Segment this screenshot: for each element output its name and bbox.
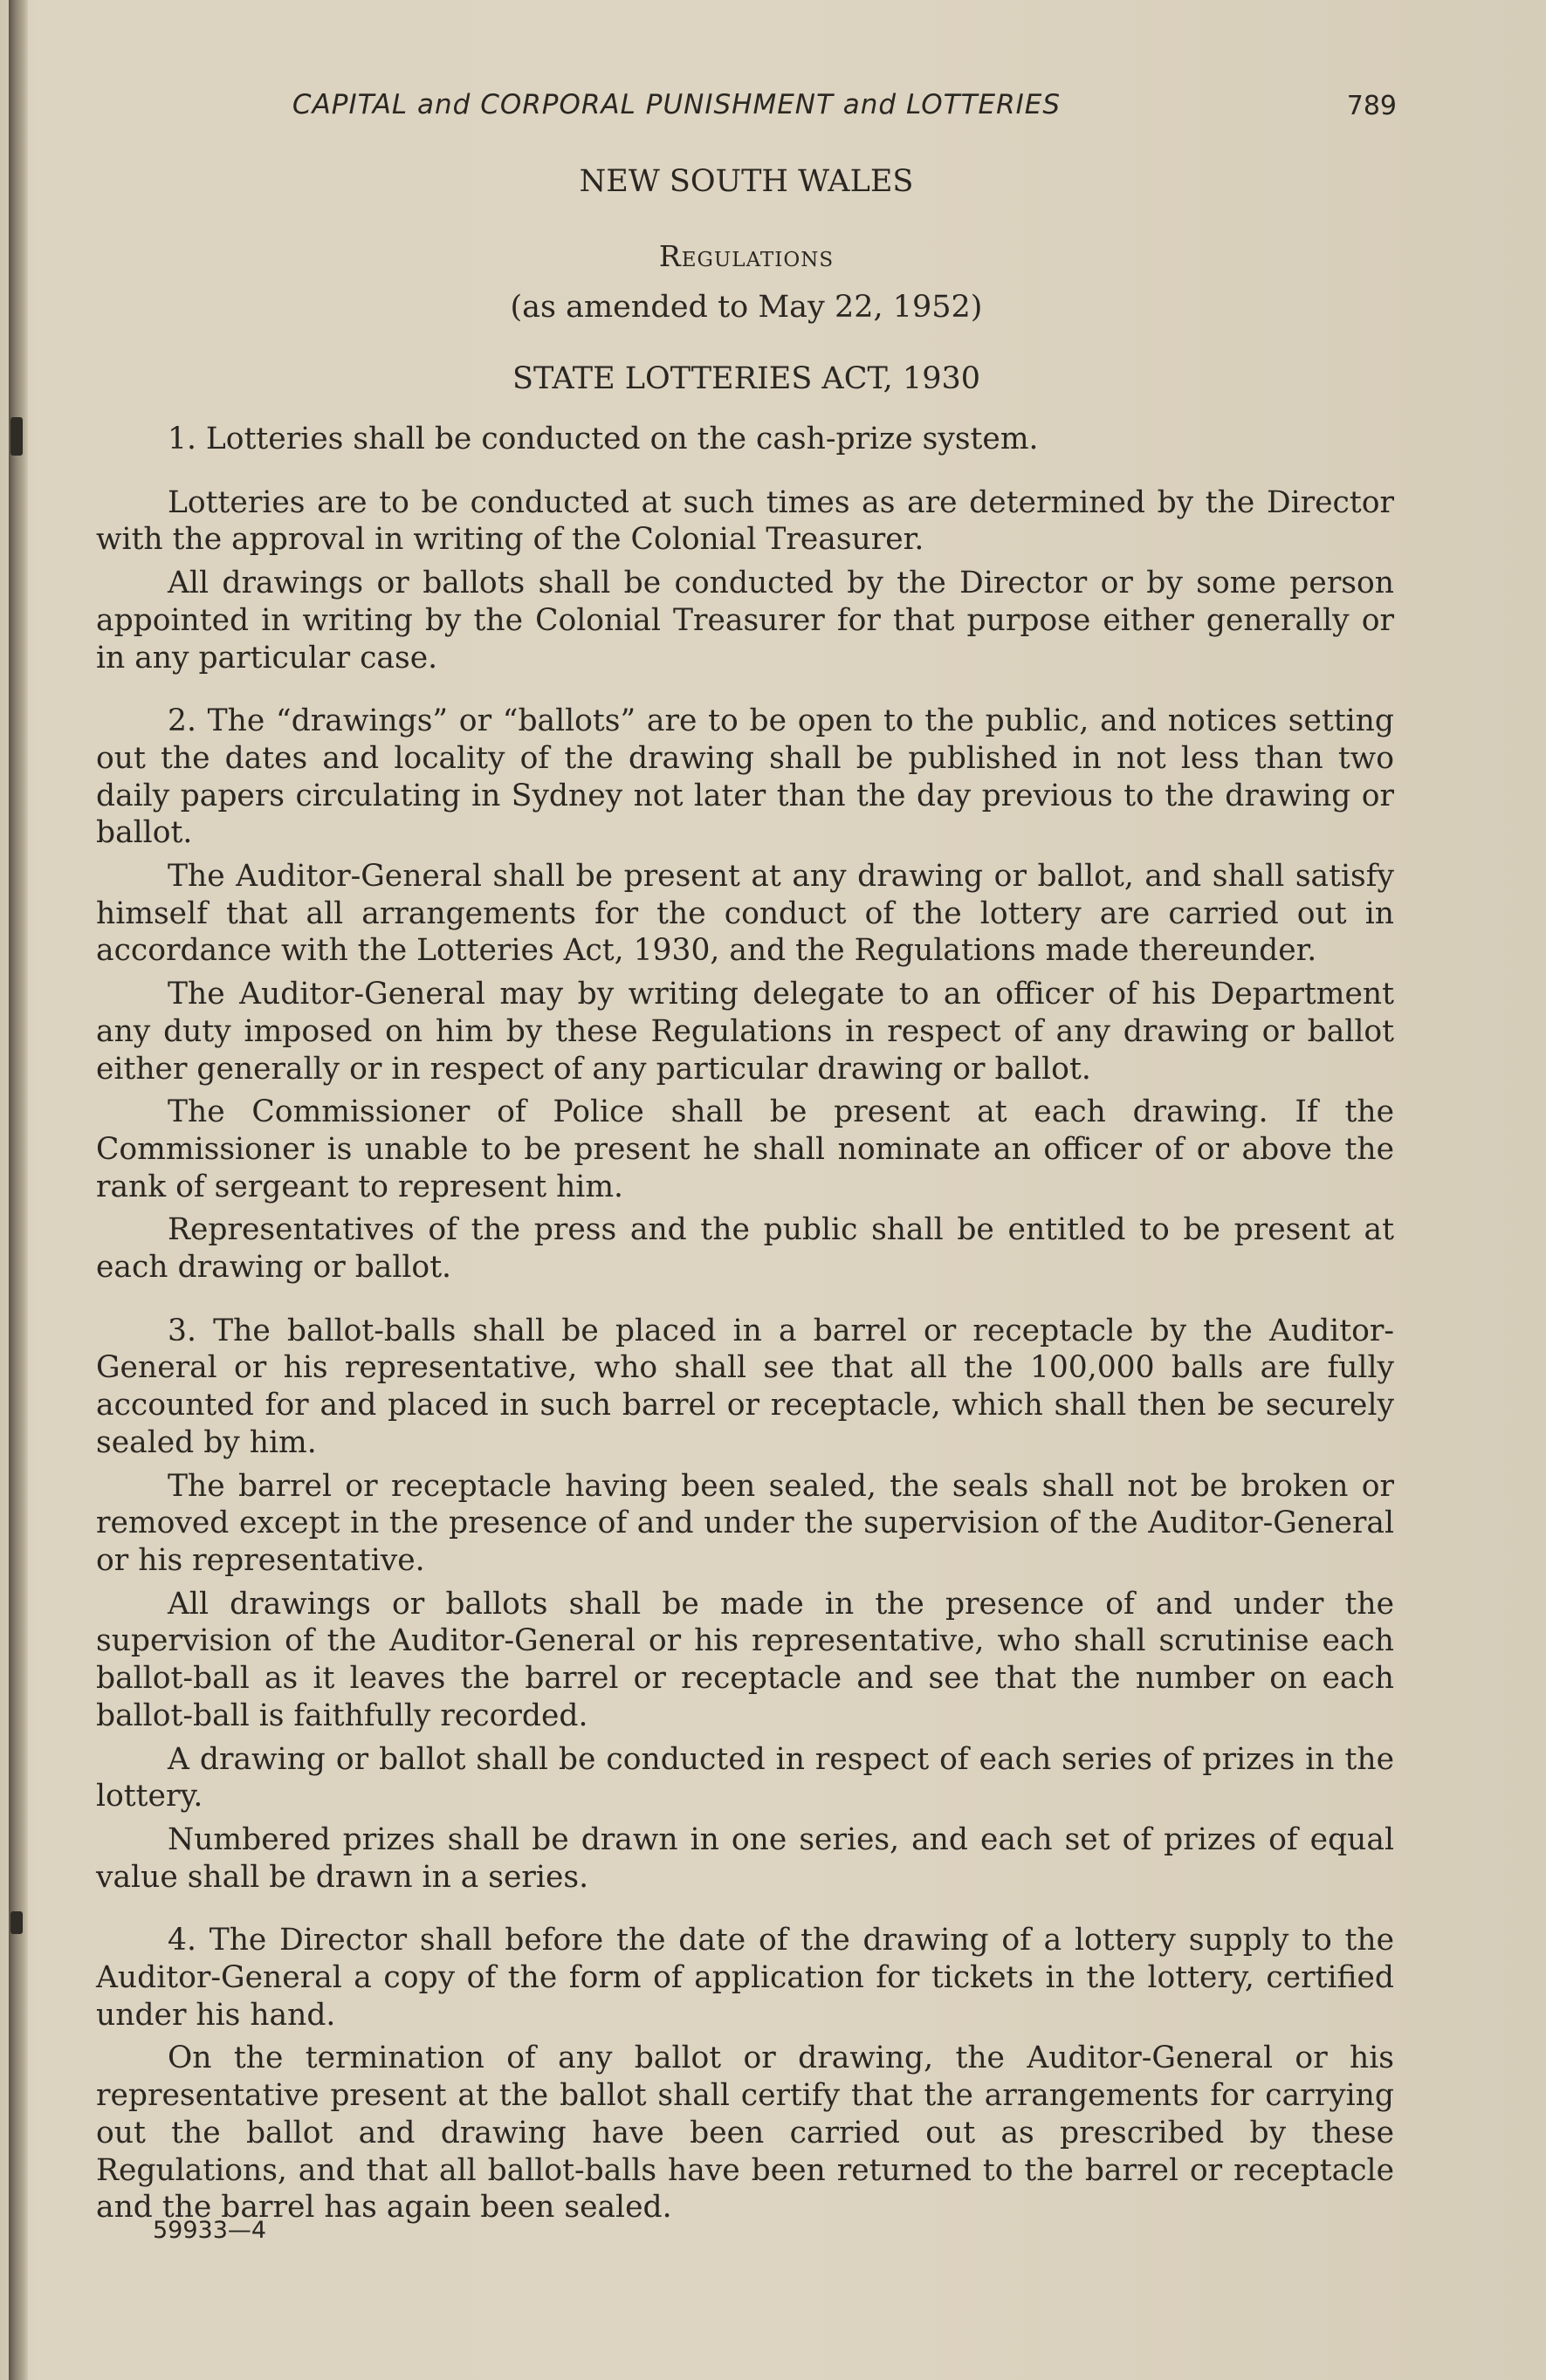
paragraph: The Auditor-General may by writing delegate to an officer of his Department any duty imposed on him by these Regulations in respect of any drawing or ballot either generally or in respect of any particular drawing or ballot. [96,977,1394,1087]
paragraph: The Auditor-General shall be present at any drawing or ballot, and shall satisfy himself that all arrangements for the conduct of the lottery are carried out in accordance with the Lotteries Act, 1930, and the Regulations made thereunder. [96,859,1394,969]
paragraph: Numbered prizes shall be drawn in one series, and each set of prizes of equal value shall be drawn in a series. [96,1821,1394,1895]
amendment-note: (as amended to May 22, 1952) [510,290,983,325]
paragraph: All drawings or ballots shall be made in the presence of and under the supervision of the Auditor-General or his representative, who shall scrutinise each ballot-ball as it leaves the barrel or receptacle and see that the number on each ballot-ball is faithfully recorded. [96,1586,1394,1733]
book-binding-edge [9,0,28,2380]
printer-code: 59933—4 [153,2217,267,2244]
paragraph: 3. The ballot-balls shall be placed in a barrel or receptacle by the Auditor-General or his representative, who shall see that all the 100,000 balls are fully accounted for and placed in such barrel or receptacle, which shall then be securely sealed by him. [96,1313,1394,1460]
paragraph: The Commissioner of Police shall be present at each drawing. If the Commissioner is unable to be present he shall nominate an officer of or above the rank of sergeant to represent him. [96,1094,1394,1204]
paragraph: All drawings or ballots shall be conducted by the Director or by some person appointed in writing by the Colonial Treasurer for that purpose either generally or in any particular case. [96,566,1394,676]
section-2 [96,703,1394,1286]
page-number: 789 [1346,91,1397,121]
paragraph: On the termination of any ballot or drawing, the Auditor-General or his representative present at the ballot shall certify that the arrangements for carrying out the ballot and drawing have been carried out as prescribed by these Regulations, and that all ballot-balls have been returned to the barrel or receptacle and the barrel has again been sealed. [96,2040,1394,2226]
jurisdiction-heading: NEW SOUTH WALES [579,164,914,199]
section-3 [96,1313,1394,1896]
paragraph: A drawing or ballot shall be conducted in respect of each series of prizes in the lottery. [96,1741,1394,1814]
paragraph: 1. Lotteries shall be conducted on the cash-prize system. [168,422,1039,456]
paragraph: 2. The “drawings” or “ballots” are to be open to the public, and notices setting out the dates and locality of the drawing shall be published in not less than two daily papers circulating in Sydney not later than the day previous to the drawing or ballot. [96,703,1394,851]
paragraph: Representatives of the press and the public shall be entitled to be present at each drawing or ballot. [96,1212,1394,1286]
binding-mark [10,417,23,456]
paragraph: Lotteries are to be conducted at such times as are determined by the Director with the approval in writing of the Colonial Treasurer. [96,484,1394,558]
paragraph: 4. The Director shall before the date of the drawing of a lottery supply to the Auditor-General a copy of the form of application for tickets in the lottery, certified under his hand. [96,1923,1394,2033]
running-title: CAPITAL and CORPORAL PUNISHMENT and LOTTERIES [292,89,1062,120]
section-1 [96,421,1394,676]
regulations-body [96,421,1394,2226]
paragraph: The barrel or receptacle having been sealed, the seals shall not be broken or removed except in the presence of and under the supervision of the Auditor-General or his representative. [96,1468,1394,1578]
running-head [96,89,1397,133]
section-4 [96,1922,1394,2226]
binding-mark [10,1911,23,1934]
act-title: STATE LOTTERIES ACT, 1930 [512,361,981,396]
document-type-heading: Regulations [658,239,835,273]
